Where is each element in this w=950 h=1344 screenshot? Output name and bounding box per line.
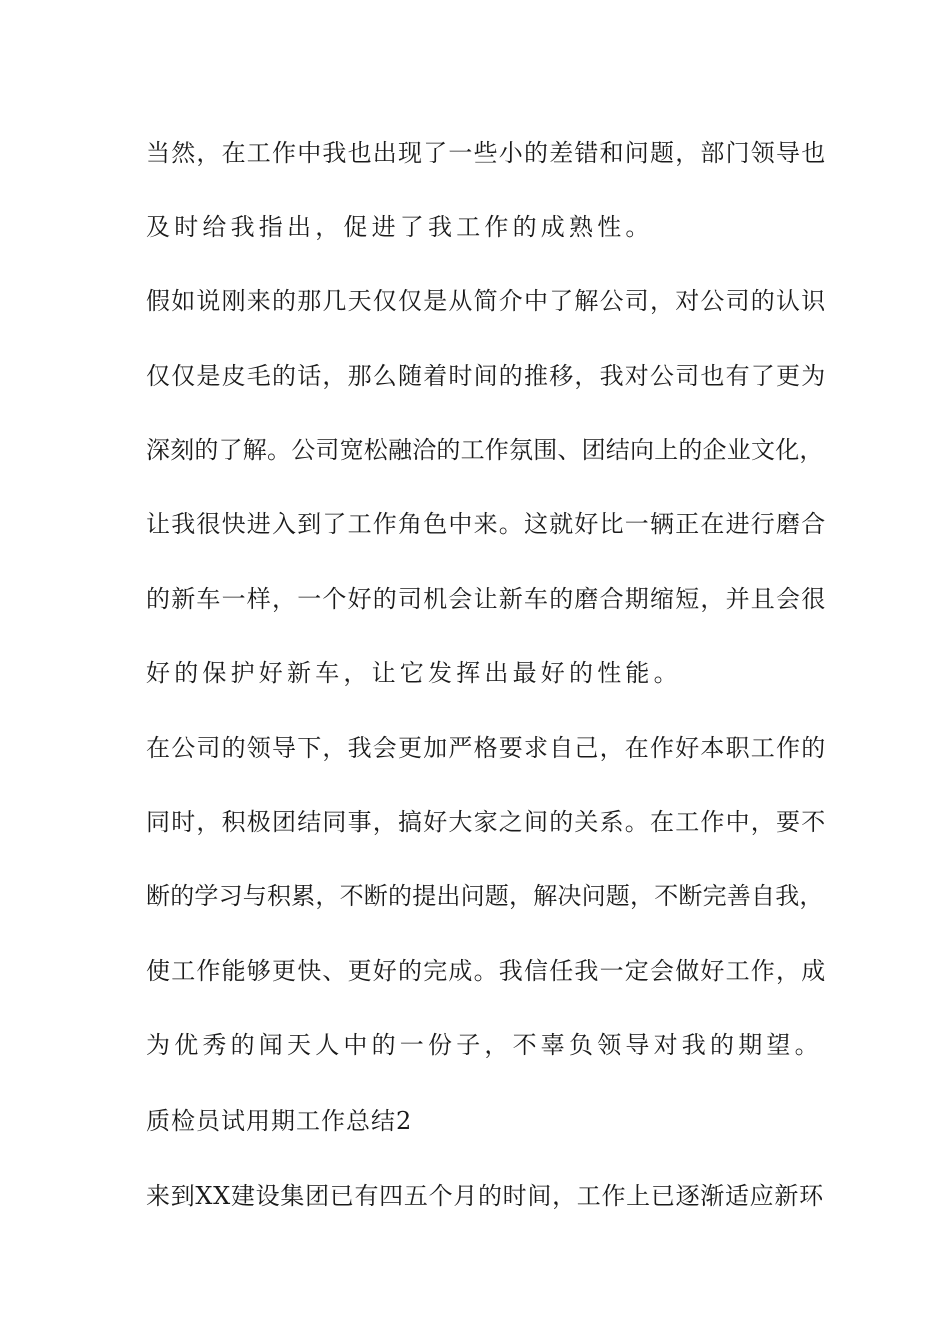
paragraph-3-line-1: 在公司的领导下，我会更加严格要求自己，在作好本职工作的 bbox=[146, 734, 827, 762]
paragraph-2-line-3: 深刻的了解。公司宽松融洽的工作氛围、团结向上的企业文化， bbox=[146, 436, 824, 464]
paragraph-1-line-1: 当然，在工作中我也出现了一些小的差错和问题，部门领导也 bbox=[146, 139, 827, 167]
paragraph-1-line-2: 及时给我指出，促进了我工作的成熟性。 bbox=[146, 213, 654, 241]
paragraph-2-line-1: 假如说刚来的那几天仅仅是从简介中了解公司，对公司的认识 bbox=[146, 287, 827, 315]
paragraph-3-line-4: 使工作能够更快、更好的完成。我信任我一定会做好工作，成 bbox=[146, 957, 827, 985]
paragraph-3-line-3: 断的学习与积累，不断的提出问题，解决问题，不断完善自我， bbox=[146, 882, 824, 910]
paragraph-2-line-4: 让我很快进入到了工作角色中来。这就好比一辆正在进行磨合 bbox=[146, 510, 827, 538]
paragraph-2-line-6: 好的保护好新车，让它发挥出最好的性能。 bbox=[146, 659, 682, 687]
section-heading: 质检员试用期工作总结2 bbox=[146, 1107, 413, 1135]
paragraph-3-line-2: 同时，积极团结同事，搞好大家之间的关系。在工作中，要不 bbox=[146, 808, 827, 836]
paragraph-3-line-5: 为优秀的闻天人中的一份子，不辜负领导对我的期望。 bbox=[146, 1031, 823, 1059]
paragraph-2-line-2: 仅仅是皮毛的话，那么随着时间的推移，我对公司也有了更为 bbox=[146, 362, 827, 390]
paragraph-2-line-5: 的新车一样，一个好的司机会让新车的磨合期缩短，并且会很 bbox=[146, 585, 827, 613]
paragraph-4-line-1: 来到XX建设集团已有四五个月的时间，工作上已逐渐适应新环 bbox=[146, 1182, 824, 1210]
